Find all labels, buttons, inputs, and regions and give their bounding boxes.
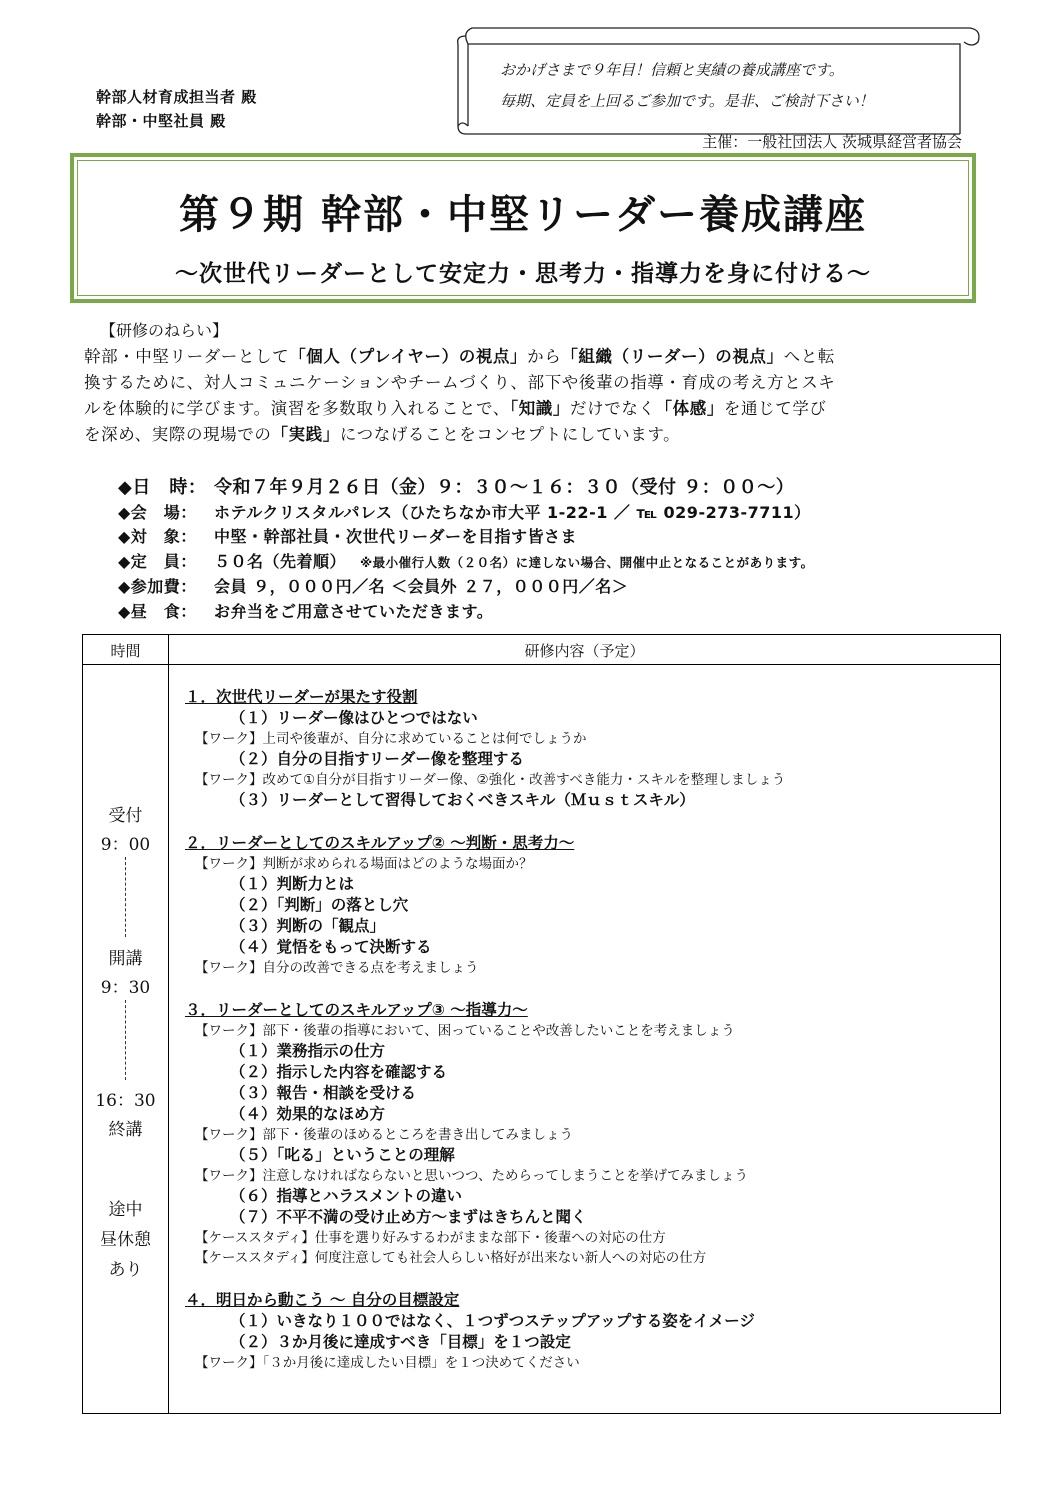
title-box	[70, 153, 976, 303]
info-datetime: ◆日 時： 令和７年９月２６日（金）９：３０～１６：３０（受付 ９：００～）	[118, 477, 795, 498]
topic-item: （１）いきなり１００ではなく、１つずつステップアップする姿をイメージ	[230, 1312, 755, 1330]
info-capacity: ◆定 員： ５０名（先着順） ※最小催行人数（２０名）に達しない場合、開催中止となることがあります。	[118, 552, 814, 571]
topic-item: （３）報告・相談を受ける	[230, 1084, 417, 1102]
work-item: 【ワーク】自分の改善できる点を考えましょう	[195, 960, 479, 976]
work-item: 【ワーク】注意しなければならないと思いつつ、ためらってしまうことを挙げてみましょう	[195, 1168, 748, 1184]
work-item: 【ワーク】改めて①自分が目指すリーダー像、②強化・改善すべき能力・スキルを整理しましょう	[195, 772, 786, 788]
work-item: 【ワーク】判断が求められる場面はどのような場面か？	[195, 856, 533, 872]
topic-item: （３）判断の「観点」	[230, 917, 386, 935]
section-heading: １．次世代リーダーが果たす役割	[185, 688, 418, 706]
topic-item: （４）覚悟をもって決断する	[230, 938, 432, 956]
topic-item: （２）自分の目指すリーダー像を整理する	[230, 750, 524, 768]
aim-heading: 【研修のねらい】	[100, 321, 229, 340]
page-title: 第９期 幹部・中堅リーダー養成講座	[179, 192, 867, 238]
time-label: 開講	[108, 949, 143, 969]
topic-item: （２）指示した内容を確認する	[230, 1063, 448, 1081]
topic-item: （１）判断力とは	[230, 875, 355, 893]
time-dash	[125, 1000, 126, 1080]
section-heading: ２．リーダーとしてのスキルアップ② ～判断・思考力～	[185, 834, 575, 852]
aim-line-4: を深め、実際の現場での「実践」につなげることをコンセプトにしています。	[84, 425, 681, 444]
work-item: 【ワーク】部下・後輩の指導において、困っていることや改善したいことを考えましょう	[195, 1023, 735, 1039]
topic-item: （３）リーダーとして習得しておくべきスキル（Ｍｕｓｔスキル）	[230, 791, 695, 809]
aim-line-2: 換するために、対人コミュニケーションやチームづくり、部下や後輩の指導・育成の考え方とスキ	[84, 373, 836, 392]
work-item: 【ワーク】「３か月後に達成したい目標」を１つ決めてください	[195, 1355, 580, 1371]
topic-item: （１）リーダー像はひとつではない	[230, 709, 478, 727]
work-item: 【ワーク】上司や後輩が、自分に求めていることは何でしょうか	[195, 731, 587, 747]
schedule-table	[82, 634, 1001, 1414]
addressee-line-1: 幹部人材育成担当者 殿	[96, 88, 257, 106]
organizer: 主催：一般社団法人 茨城県経営者協会	[702, 133, 962, 151]
time-label: 終講	[108, 1120, 143, 1140]
time-label: あり	[108, 1260, 143, 1280]
header-content: 研修内容（予定）	[524, 642, 645, 660]
time-dash	[125, 857, 126, 937]
info-lunch: ◆昼 食： お弁当をご用意させていただきます。	[118, 602, 494, 621]
aim-line-3: ルを体験的に学びます。演習を多数取り入れることで、「知識」だけでなく「体感」を通じて学び	[84, 399, 827, 418]
info-target: ◆対 象： 中堅・幹部社員・次世代リーダーを目指す皆さま	[118, 527, 578, 546]
topic-item: （２）「判断」の落とし穴	[230, 896, 409, 914]
topic-item: （５）「叱る」ということの理解	[230, 1146, 455, 1164]
banner-line-1: おかげさまで９年目！信頼と実績の養成講座です。	[500, 61, 844, 79]
topic-item: （７）不平不満の受け止め方～まずはきちんと聞く	[230, 1208, 587, 1226]
work-item: 【ケーススタディ】仕事を選り好みするわがままな部下・後輩への対応の仕方	[195, 1230, 666, 1246]
time-label: 9：00	[100, 835, 151, 855]
addressee-line-2: 幹部・中堅社員 殿	[96, 112, 226, 130]
time-label: 16：30	[95, 1091, 156, 1111]
topic-item: （２）３か月後に達成すべき「目標」を１つ設定	[230, 1333, 571, 1351]
info-venue: ◆会 場： ホテルクリスタルパレス（ひたちなか市大平 1-22-1 ／ ℡ 029-273-7711）	[118, 503, 811, 522]
section-heading: ３．リーダーとしてのスキルアップ③ ～指導力～	[185, 1001, 528, 1019]
topic-item: （４）効果的なほめ方	[230, 1105, 386, 1123]
topic-item: （６）指導とハラスメントの違い	[230, 1187, 463, 1205]
time-label: 途中	[108, 1200, 143, 1220]
page-subtitle: ～次世代リーダーとして安定力・思考力・指導力を身に付ける～	[175, 261, 871, 287]
time-label: 9：30	[100, 978, 151, 998]
info-fee: ◆参加費： 会員 ９，０００円／名 ＜会員外 ２７，０００円／名＞	[118, 577, 629, 596]
aim-line-1: 幹部・中堅リーダーとして「個人（プレイヤー）の視点」から「組織（リーダー）の視点」へと転	[84, 347, 835, 366]
work-item: 【ワーク】部下・後輩のほめるところを書き出してみましょう	[195, 1127, 573, 1143]
time-label: 昼休憩	[100, 1230, 151, 1250]
work-item: 【ケーススタディ】何度注意しても社会人らしい格好が出来ない新人への対応の仕方	[195, 1250, 707, 1266]
topic-item: （１）業務指示の仕方	[230, 1042, 386, 1060]
time-label: 受付	[108, 806, 143, 826]
section-heading: ４．明日から動こう ～ 自分の目標設定	[185, 1291, 460, 1309]
banner-line-2: 毎期、定員を上回るご参加です。是非、ご検討下さい！	[500, 92, 874, 110]
header-time: 時間	[110, 642, 141, 660]
